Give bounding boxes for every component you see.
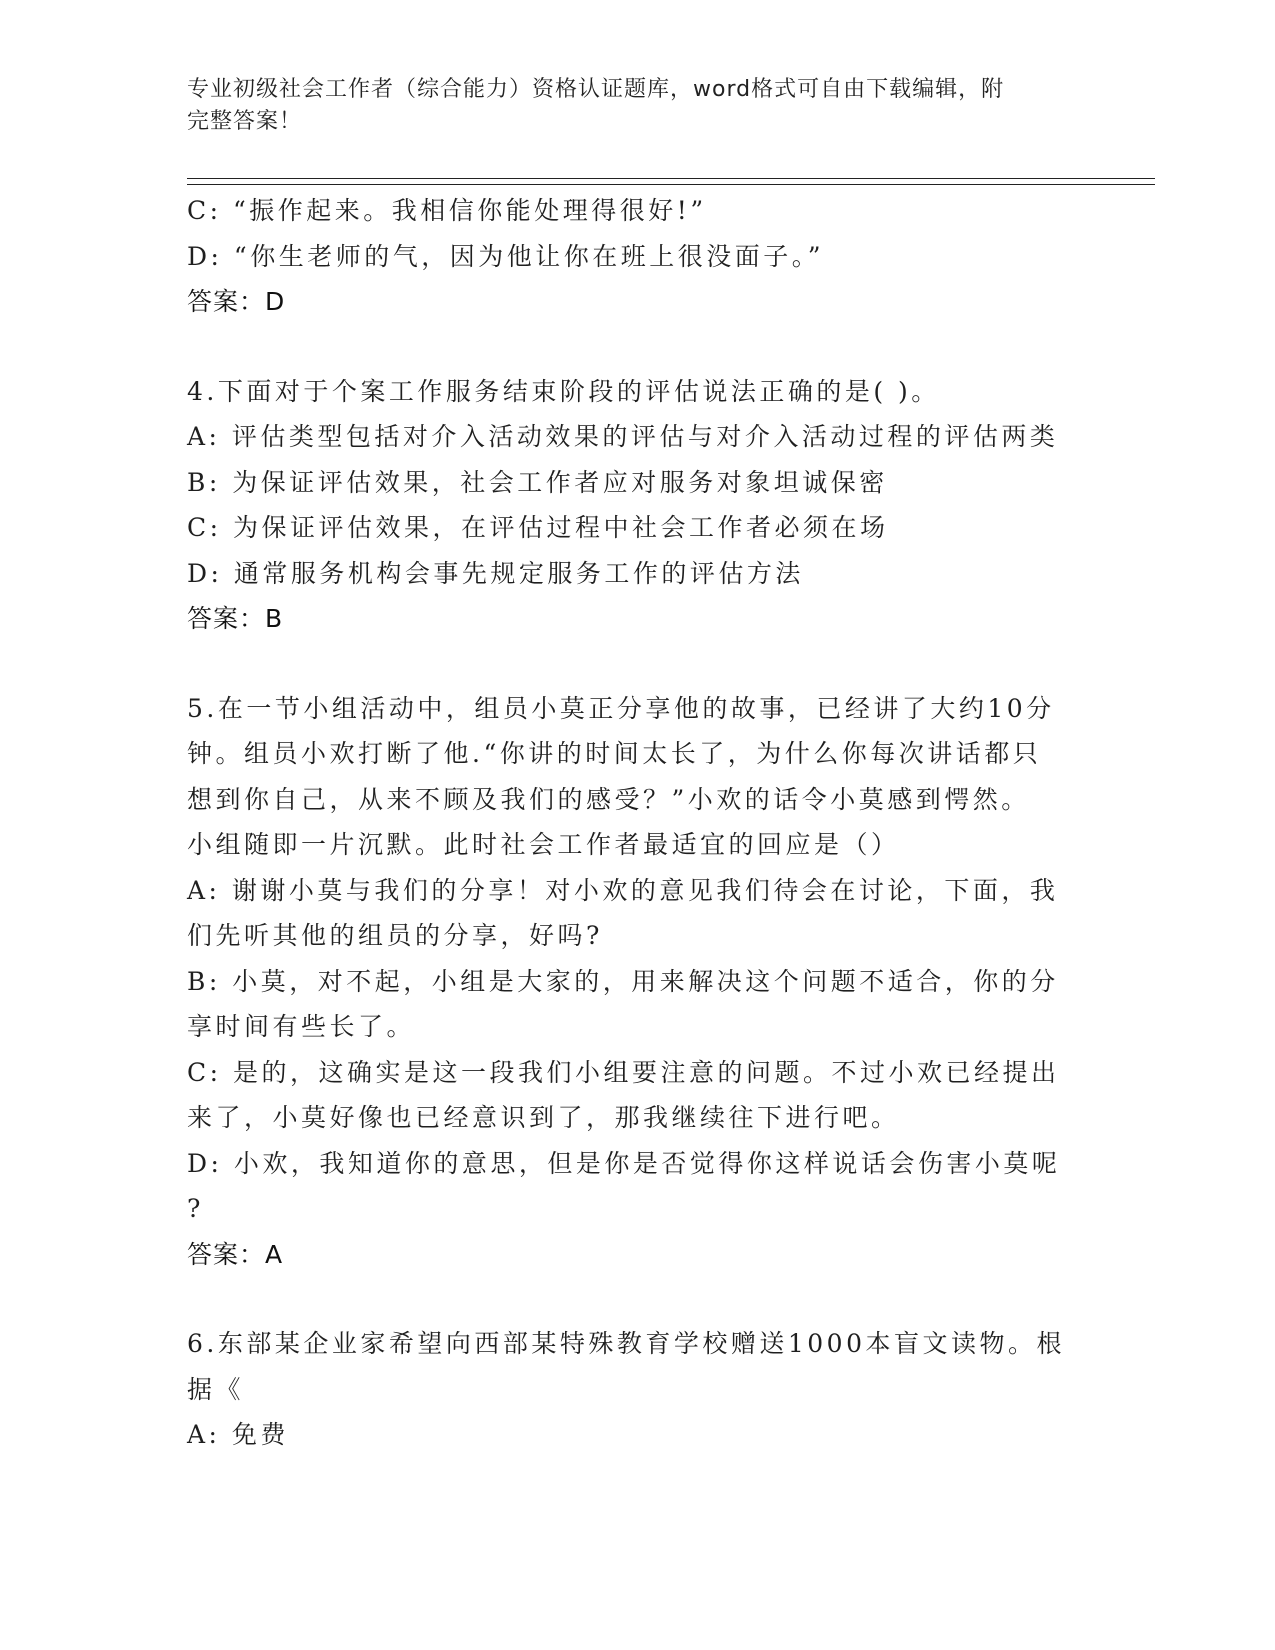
q4-option-d: D: 通常服务机构会事先规定服务工作的评估方法 <box>187 558 804 588</box>
header-divider-top <box>187 178 1155 179</box>
question-6 <box>187 1321 1067 1458</box>
q4-option-b: B: 为保证评估效果，社会工作者应对服务对象坦诚保密 <box>187 467 888 497</box>
q5-option-c-line-2: 来了，小莫好像也已经意识到了，那我继续往下进行吧。 <box>187 1103 900 1132</box>
q6-option-a: A: 免费 <box>187 1420 289 1449</box>
header-line-2: 完整答案！ <box>187 109 303 134</box>
q5-option-d-line-2: ? <box>187 1194 204 1223</box>
spacer <box>187 1277 1067 1321</box>
question-3 <box>187 188 1067 325</box>
header-divider-bottom <box>187 184 1155 185</box>
q3-option-d: D: “你生老师的气，因为他让你在班上很没面子。” <box>187 241 824 271</box>
spacer <box>187 325 1067 369</box>
q6-stem-line-2: 据《 <box>187 1374 245 1404</box>
q5-stem-line-2: 钟。组员小欢打断了他.“你讲的时间太长了，为什么你每次讲话都只 <box>187 739 1042 768</box>
q5-option-a-line-2: 们先听其他的组员的分享，好吗? <box>187 921 603 950</box>
q4-option-c: C: 为保证评估效果，在评估过程中社会工作者必须在场 <box>187 513 889 542</box>
q5-stem-line-3: 想到你自己，从来不顾及我们的感受？”小欢的话令小莫感到愕然。 <box>187 784 1030 814</box>
q5-option-b-line-1: B: 小莫，对不起，小组是大家的，用来解决这个问题不适合，你的分 <box>187 966 1059 996</box>
q5-option-a-line-1: A: 谢谢小莫与我们的分享！对小欢的意见我们待会在讨论，下面，我 <box>187 875 1059 905</box>
q5-option-d-line-1: D: 小欢，我知道你的意思，但是你是否觉得你这样说话会伤害小莫呢 <box>187 1148 1061 1178</box>
q5-answer: 答案：A <box>187 1239 284 1269</box>
q5-stem-line-4: 小组随即一片沉默。此时社会工作者最适宜的回应是（） <box>187 830 900 859</box>
q4-answer: 答案：B <box>187 604 284 633</box>
header-line-1: 专业初级社会工作者（综合能力）资格认证题库，word格式可自由下载编辑，附 <box>187 77 1005 102</box>
q5-stem-line-1: 5.在一节小组活动中，组员小莫正分享他的故事，已经讲了大约10分 <box>187 693 1055 723</box>
question-4 <box>187 369 1067 642</box>
q5-option-c-line-1: C: 是的，这确实是这一段我们小组要注意的问题。不过小欢已经提出 <box>187 1057 1060 1087</box>
q4-option-a: A: 评估类型包括对介入活动效果的评估与对介入活动过程的评估两类 <box>187 422 1059 451</box>
q3-answer: 答案：D <box>187 287 286 316</box>
q3-option-c: C: “振作起来。我相信你能处理得很好!” <box>187 196 707 225</box>
q5-option-b-line-2: 享时间有些长了。 <box>187 1012 416 1041</box>
spacer <box>187 642 1067 686</box>
document-header <box>187 74 1067 138</box>
document-body <box>187 188 1067 1458</box>
q6-stem-line-1: 6.东部某企业家希望向西部某特殊教育学校赠送1000本盲文读物。根 <box>187 1329 1065 1358</box>
question-5 <box>187 686 1067 1278</box>
q4-stem: 4.下面对于个案工作服务结束阶段的评估说法正确的是( )。 <box>187 376 940 406</box>
